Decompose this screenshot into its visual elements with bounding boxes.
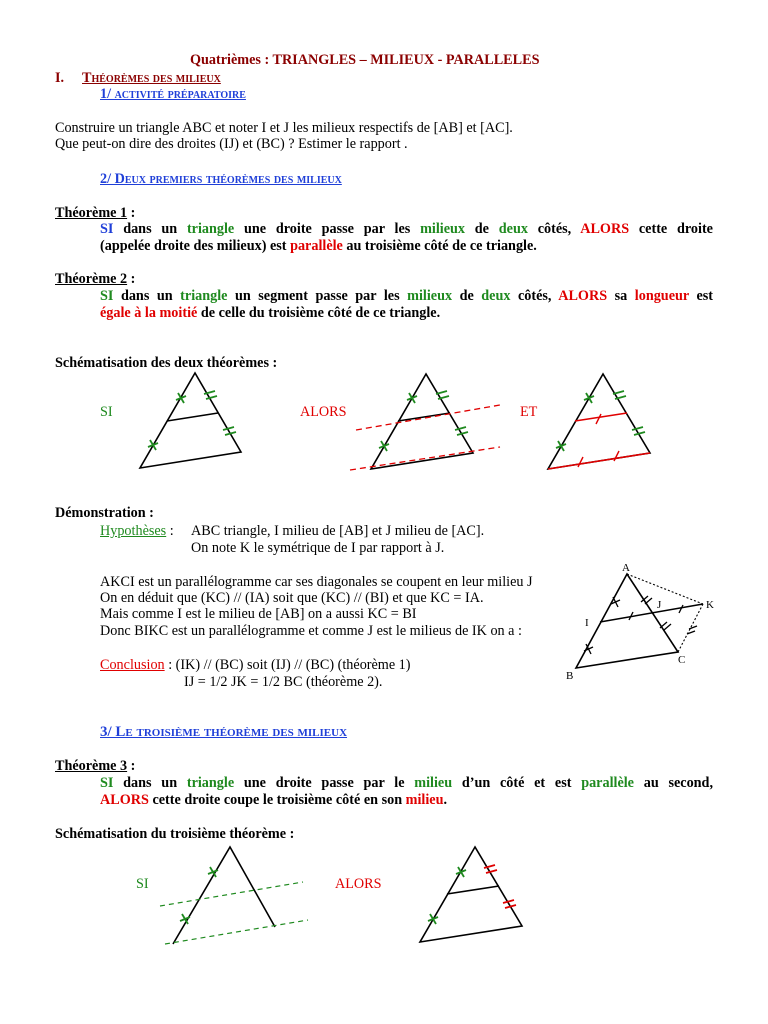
- demo-paragraph-4: Donc BIKC est un parallélogramme et comme J est le milieus de IK on a :: [100, 623, 522, 639]
- conclusion-label: Conclusion: [100, 657, 165, 673]
- keyword-milieux: milieux: [420, 221, 466, 237]
- theorem-2-colon: :: [127, 271, 136, 287]
- text: de: [465, 221, 499, 237]
- text: dans un: [113, 221, 187, 237]
- theorem-2-label: Théorème 2: [55, 271, 128, 287]
- text: dans un: [113, 288, 181, 304]
- text: une droite passe par le: [234, 775, 415, 791]
- text: de: [452, 288, 482, 304]
- text: sa: [607, 288, 635, 304]
- keyword-triangle: triangle: [186, 221, 235, 237]
- label-a: A: [622, 562, 630, 574]
- text: au troisième côté de ce triangle.: [342, 238, 537, 254]
- hypothesis-2: On note K le symétrique de I par rapport à J.: [191, 540, 445, 556]
- text: dans un: [113, 775, 187, 791]
- triangle-3-alors: [420, 847, 522, 942]
- subsection-3-title: 3/ Le troisième théorème des milieux: [100, 724, 348, 740]
- schema-1-alors-label: ALORS: [300, 404, 347, 420]
- keyword-deux: deux: [498, 221, 528, 237]
- keyword-milieux: milieux: [407, 288, 453, 304]
- text: de celle du troisième côté de ce triangle.: [197, 305, 441, 321]
- demo-paragraph-2: On en déduit que (KC) // (IA) soit que (KC) // (BI) et que KC = IA.: [100, 590, 484, 606]
- text: (appelée droite des milieux) est: [100, 238, 291, 254]
- label-i: I: [585, 617, 589, 629]
- subsection-1-title: 1/ activité préparatoire: [100, 86, 246, 102]
- label-j: J: [657, 599, 662, 611]
- keyword-longueur: longueur: [634, 288, 689, 304]
- text: au second,: [633, 775, 713, 791]
- theorem-2-si: SI: [100, 288, 114, 304]
- demo-heading: Démonstration :: [55, 505, 154, 521]
- label-k: K: [706, 599, 714, 611]
- activity-line-1: Construire un triangle ABC et noter I et J les milieux respectifs de [AB] et [AC].: [55, 120, 513, 136]
- label-b: B: [566, 670, 574, 682]
- theorem-1-label: Théorème 1: [55, 205, 128, 221]
- text: est: [688, 288, 713, 304]
- schema-1-heading: Schématisation des deux théorèmes :: [55, 355, 278, 371]
- hypotheses-colon: :: [166, 523, 174, 539]
- subsection-2-title: 2/ Deux premiers théorèmes des milieux: [100, 171, 342, 187]
- text: d’un côté et est: [452, 775, 582, 791]
- text: une droite passe par les: [234, 221, 421, 237]
- schema-1-si-label: SI: [100, 404, 113, 420]
- conclusion-text: : (IK) // (BC) soit (IJ) // (BC) (théorème 1): [164, 657, 411, 673]
- text: cette droite: [629, 221, 713, 237]
- keyword-alors: ALORS: [558, 288, 608, 304]
- theorem-3-label: Théorème 3: [55, 758, 128, 774]
- parallel-lines-3-si: [160, 882, 308, 944]
- text: cette droite coupe le troisième côté en son: [148, 792, 406, 808]
- schema-1-et-label: ET: [520, 404, 538, 420]
- tick-marks-3-alors-red: [484, 865, 516, 908]
- keyword-alors: ALORS: [580, 221, 630, 237]
- section-title: Théorèmes des milieux: [82, 70, 221, 86]
- text: .: [443, 792, 448, 808]
- section-number: I.: [55, 70, 65, 86]
- schema-2-si-label: SI: [136, 876, 149, 892]
- keyword-deux: deux: [481, 288, 511, 304]
- activity-line-2: Que peut-on dire des droites (IJ) et (BC) ? Estimer le rapport .: [55, 136, 408, 152]
- keyword-parallele: parallèle: [290, 238, 343, 254]
- keyword-triangle: triangle: [186, 775, 235, 791]
- hypotheses-label: Hypothèses: [100, 523, 167, 539]
- label-c: C: [678, 654, 686, 666]
- schema-2-alors-label: ALORS: [335, 876, 382, 892]
- theorem-1-si: SI: [100, 221, 114, 237]
- keyword-alors: ALORS: [100, 792, 149, 808]
- keyword-milieu: milieu: [414, 775, 453, 791]
- theorem-3-colon: :: [127, 758, 136, 774]
- hypothesis-1: ABC triangle, I milieu de [AB] et J milieu de [AC].: [191, 523, 485, 539]
- schema-2-heading: Schématisation du troisième théorème :: [55, 826, 295, 842]
- theorem-1-colon: :: [127, 205, 136, 221]
- demo-paragraph-1: AKCI est un parallélogramme car ses diagonales se coupent en leur milieu J: [100, 574, 533, 590]
- text: côtés,: [510, 288, 559, 304]
- keyword-triangle: triangle: [180, 288, 228, 304]
- page-title: Quatrièmes : TRIANGLES – MILIEUX - PARALLELES: [190, 52, 540, 68]
- demo-paragraph-3: Mais comme I est le milieu de [AB] on a aussi KC = BI: [100, 606, 417, 622]
- keyword-parallele: parallèle: [581, 775, 634, 791]
- conclusion-line-2: IJ = 1/2 JK = 1/2 BC (théorème 2).: [184, 674, 383, 690]
- text: un segment passe par les: [227, 288, 408, 304]
- keyword-egale-moitie: égale à la moitié: [100, 305, 198, 321]
- theorem-3-si: SI: [100, 775, 114, 791]
- keyword-milieu: milieu: [405, 792, 444, 808]
- text: côtés,: [527, 221, 581, 237]
